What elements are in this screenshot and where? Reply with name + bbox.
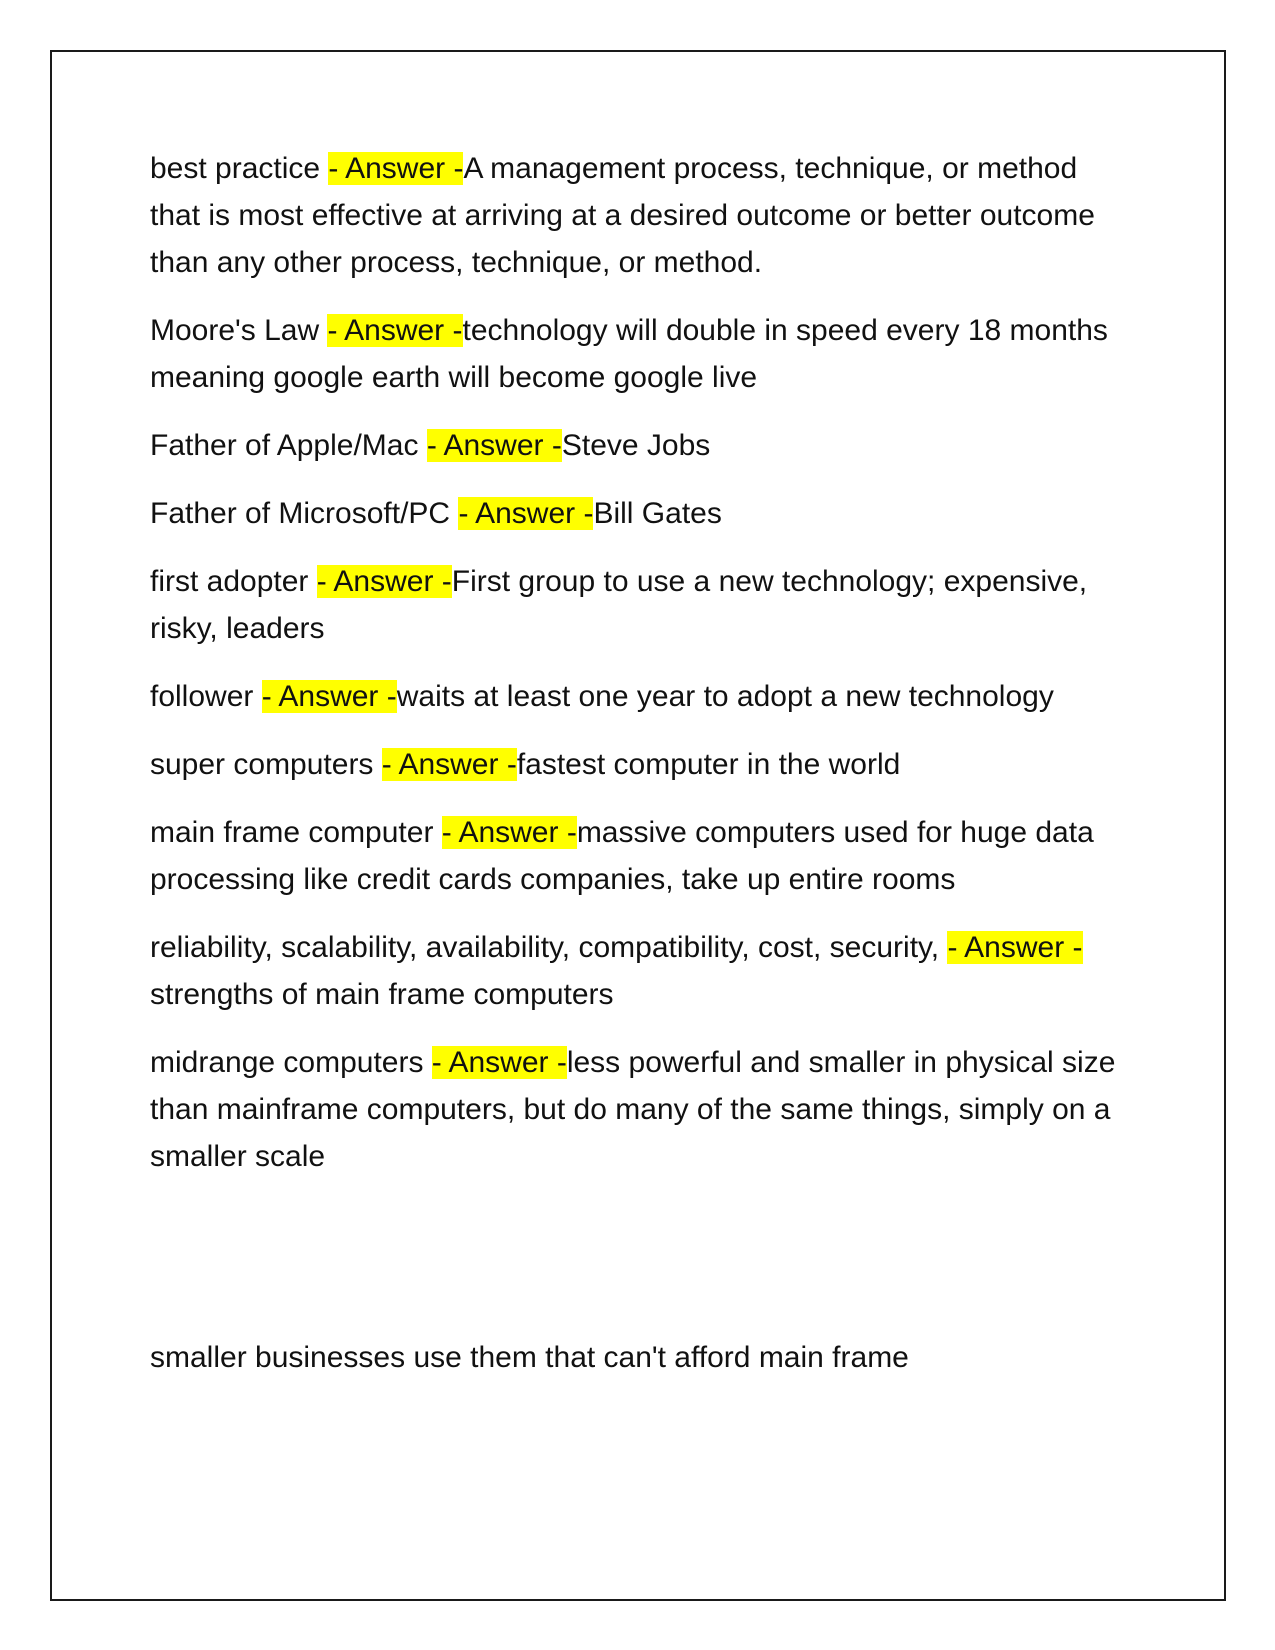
answer-marker: - Answer -: [947, 931, 1083, 964]
entry-best-practice: [150, 145, 1135, 286]
entry-moores-law: [150, 307, 1135, 401]
entry-definition: Steve Jobs: [561, 429, 711, 462]
entry-definition: less powerful and smaller in physical size than mainframe computers, but do many of the same things, simply on a smaller scale: [150, 1046, 1116, 1173]
entry-term: best practice: [150, 152, 329, 185]
entry-definition: technology will double in speed every 18 months meaning google earth will become google live: [150, 314, 1108, 394]
answer-marker: - Answer -: [441, 816, 577, 849]
entry-first-adopter: [150, 558, 1135, 652]
trailing-note: smaller businesses use them that can't afford main frame: [150, 1341, 909, 1374]
entry-midrange-computers: [150, 1039, 1135, 1180]
entry-term: reliability, scalability, availability, compatibility, cost, security,: [150, 931, 948, 964]
entry-term: first adopter: [150, 565, 317, 598]
answer-marker: - Answer -: [327, 314, 463, 347]
entry-term: midrange computers: [150, 1046, 432, 1079]
entry-definition: A management process, technique, or method that is most effective at arriving at a desired outcome or better outcome than any other process, technique, or method.: [150, 152, 1095, 279]
entry-follower: [150, 673, 1135, 720]
entry-definition: Bill Gates: [593, 497, 722, 530]
entry-term: Father of Microsoft/PC: [150, 497, 459, 530]
entry-term: super computers: [150, 748, 382, 781]
answer-marker: - Answer -: [261, 680, 397, 713]
entry-father-of-apple: [150, 422, 1135, 469]
entry-main-frame-computer: [150, 809, 1135, 903]
entry-mainframe-strengths: [150, 924, 1135, 1018]
entry-definition: fastest computer in the world: [516, 748, 901, 781]
entry-term: main frame computer: [150, 816, 442, 849]
entry-father-of-microsoft: [150, 490, 1135, 537]
answer-marker: - Answer -: [316, 565, 452, 598]
answer-marker: - Answer -: [431, 1046, 567, 1079]
answer-marker: - Answer -: [381, 748, 517, 781]
answer-marker: - Answer -: [328, 152, 464, 185]
entry-definition: First group to use a new technology; expensive, risky, leaders: [150, 565, 1088, 645]
answer-marker: - Answer -: [426, 429, 562, 462]
entry-term: follower: [150, 680, 262, 713]
answer-marker: - Answer -: [458, 497, 594, 530]
flashcard-list: [150, 145, 1135, 1201]
entry-definition: massive computers used for huge data processing like credit cards companies, take up entire rooms: [150, 816, 1094, 896]
entry-definition: waits at least one year to adopt a new technology: [396, 680, 1054, 713]
entry-term: Father of Apple/Mac: [150, 429, 427, 462]
entry-term: Moore's Law: [150, 314, 328, 347]
entry-definition: strengths of main frame computers: [150, 978, 614, 1011]
entry-super-computers: [150, 741, 1135, 788]
